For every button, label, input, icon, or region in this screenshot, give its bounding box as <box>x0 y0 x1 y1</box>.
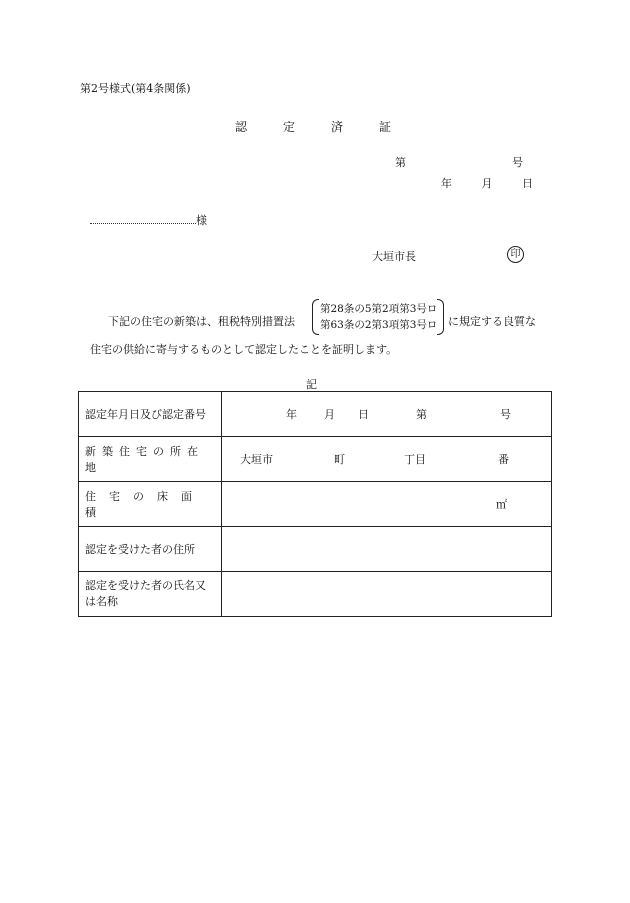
number-prefix: 第 <box>416 408 427 421</box>
day-label: 日 <box>358 408 369 421</box>
cert-number-prefix: 第 <box>395 156 406 169</box>
address-cell <box>222 527 552 572</box>
row-label-address: 認定を受けた者の住所 <box>79 527 222 572</box>
month-label: 月 <box>324 408 335 421</box>
row-label-floor-area: 住宅の床面積 <box>79 482 222 527</box>
floor-area-cell <box>222 482 552 527</box>
table-row <box>79 437 552 482</box>
body-text-tail: に規定する良質な <box>448 315 536 328</box>
law-reference-brace <box>312 299 444 335</box>
cert-date-number-cell <box>222 392 552 437</box>
addressee-line <box>90 212 207 228</box>
city-label: 大垣市 <box>240 453 273 466</box>
certification-table <box>78 391 552 617</box>
body-text-lead: 下記の住宅の新築は、租税特別措置法 <box>108 315 295 328</box>
ki-heading: 記 <box>306 378 317 391</box>
right-brace <box>437 299 444 335</box>
form-identifier: 第2号様式(第4条関係) <box>80 82 191 95</box>
table-row <box>79 392 552 437</box>
cert-number-suffix: 号 <box>512 156 523 169</box>
seal-mark: 印 <box>507 246 524 263</box>
town-label: 町 <box>334 453 345 466</box>
law-reference-2: 第63条の2第3項第3号ロ <box>320 319 438 331</box>
document-title: 認定済証 <box>235 120 428 134</box>
number-suffix: 号 <box>500 408 511 421</box>
left-brace <box>312 299 319 335</box>
row-label-cert-date-number: 認定年月日及び認定番号 <box>79 392 222 437</box>
addressee-blank <box>90 213 196 224</box>
issue-date-line: 年 月 日 <box>441 177 533 190</box>
table-row <box>79 482 552 527</box>
name-cell <box>222 572 552 617</box>
issuer-name: 大垣市長 <box>372 250 416 263</box>
row-label-name: 認定を受けた者の氏名又は名称 <box>79 572 222 617</box>
table-row <box>79 527 552 572</box>
chome-label: 丁目 <box>404 453 426 466</box>
row-label-location: 新築住宅の所在地 <box>79 437 222 482</box>
addressee-suffix: 様 <box>196 214 207 227</box>
law-reference-1: 第28条の5第2項第3号ロ <box>320 303 438 315</box>
ban-label: 番 <box>498 453 509 466</box>
location-cell <box>222 437 552 482</box>
table-row <box>79 572 552 617</box>
body-text-line2: 住宅の供給に寄与するものとして認定したことを証明します。 <box>90 343 398 356</box>
year-label: 年 <box>286 408 297 421</box>
area-unit: ㎡ <box>496 498 507 511</box>
